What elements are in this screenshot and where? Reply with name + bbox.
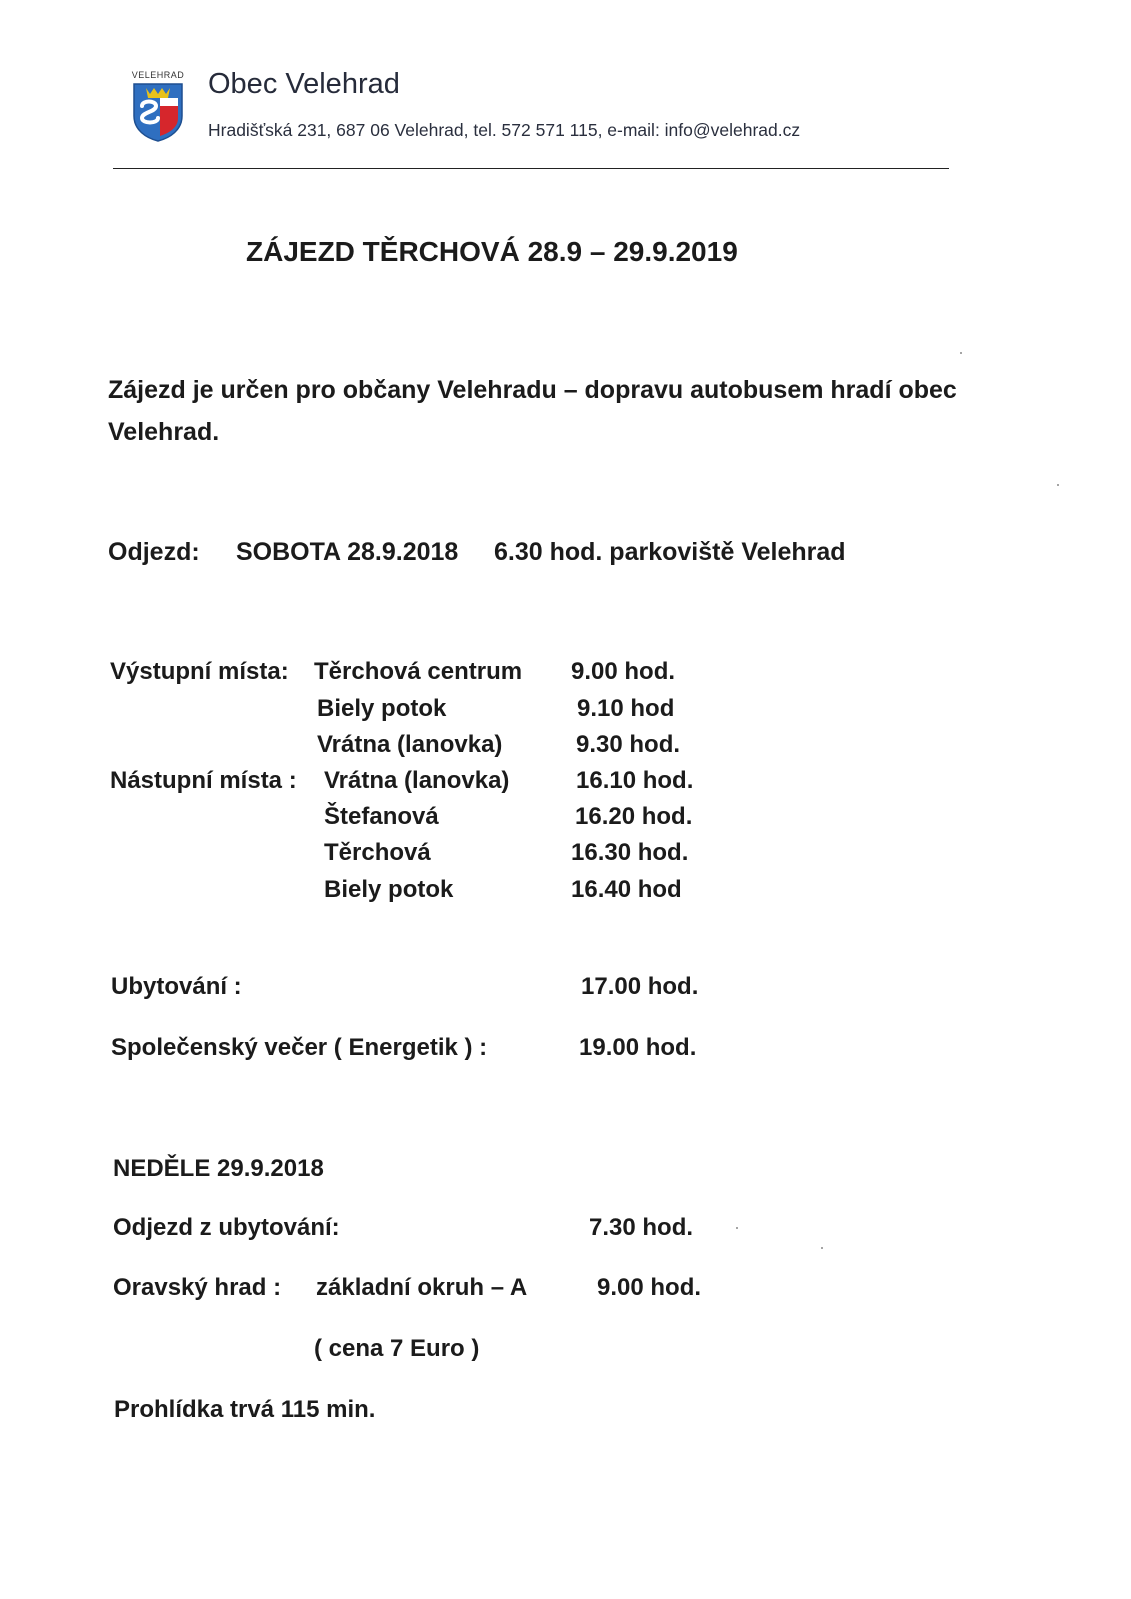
accommodation-time: 17.00 hod. — [581, 973, 699, 1000]
stop-time: 16.30 hod. — [571, 839, 689, 866]
stop-place: Biely potok — [317, 695, 447, 722]
org-address: Hradišťská 231, 687 06 Velehrad, tel. 572 571 115, e-mail: info@velehrad.cz — [208, 120, 801, 140]
scan-speck — [821, 1247, 823, 1249]
stop-place: Biely potok — [324, 876, 454, 903]
scan-speck — [960, 352, 962, 354]
stop-place: Těrchová centrum — [314, 658, 523, 685]
accommodation-label: Ubytování : — [111, 973, 242, 1000]
departure-day: SOBOTA 28.9.2018 — [236, 538, 459, 566]
stop-time: 16.10 hod. — [576, 767, 694, 794]
exit-points-label: Výstupní místa: — [110, 658, 289, 685]
castle-tour: základní okruh – A — [316, 1274, 528, 1301]
stop-time: 9.30 hod. — [576, 731, 681, 758]
stop-time: 9.00 hod. — [571, 658, 676, 685]
stop-place: Těrchová — [324, 839, 431, 866]
stop-time: 9.10 hod — [577, 695, 675, 722]
header-divider — [113, 168, 949, 169]
entry-points-label: Nástupní místa : — [110, 767, 297, 794]
castle-price: ( cena 7 Euro ) — [314, 1335, 480, 1362]
page-title: ZÁJEZD TĚRCHOVÁ 28.9 – 29.9.2019 — [246, 236, 738, 267]
stop-place: Vrátna (lanovka) — [317, 731, 503, 758]
org-name: Obec Velehrad — [208, 68, 400, 100]
stop-time: 16.20 hod. — [575, 803, 693, 830]
social-evening-label: Společenský večer ( Energetik ) : — [111, 1034, 488, 1061]
stop-time: 16.40 hod — [571, 876, 682, 903]
castle-time: 9.00 hod. — [597, 1274, 702, 1301]
stop-place: Štefanová — [324, 803, 439, 830]
leave-label: Odjezd z ubytování: — [113, 1214, 340, 1241]
intro-line-2: Velehrad. — [108, 418, 220, 446]
logo-caption: VELEHRAD — [131, 70, 185, 80]
departure-label: Odjezd: — [108, 538, 200, 566]
sunday-heading: NEDĚLE 29.9.2018 — [113, 1155, 324, 1182]
tour-duration: Prohlídka trvá 115 min. — [114, 1396, 376, 1423]
castle-label: Oravský hrad : — [113, 1274, 282, 1301]
leave-time: 7.30 hod. — [589, 1214, 694, 1241]
municipal-logo — [127, 64, 189, 144]
social-evening-time: 19.00 hod. — [579, 1034, 697, 1061]
intro-line-1: Zájezd je určen pro občany Velehradu – dopravu autobusem hradí obec — [108, 376, 957, 404]
coat-of-arms-icon — [132, 82, 184, 142]
departure-detail: 6.30 hod. parkoviště Velehrad — [494, 538, 846, 566]
scan-speck — [1057, 484, 1059, 486]
scan-speck — [736, 1227, 738, 1229]
stop-place: Vrátna (lanovka) — [324, 767, 510, 794]
